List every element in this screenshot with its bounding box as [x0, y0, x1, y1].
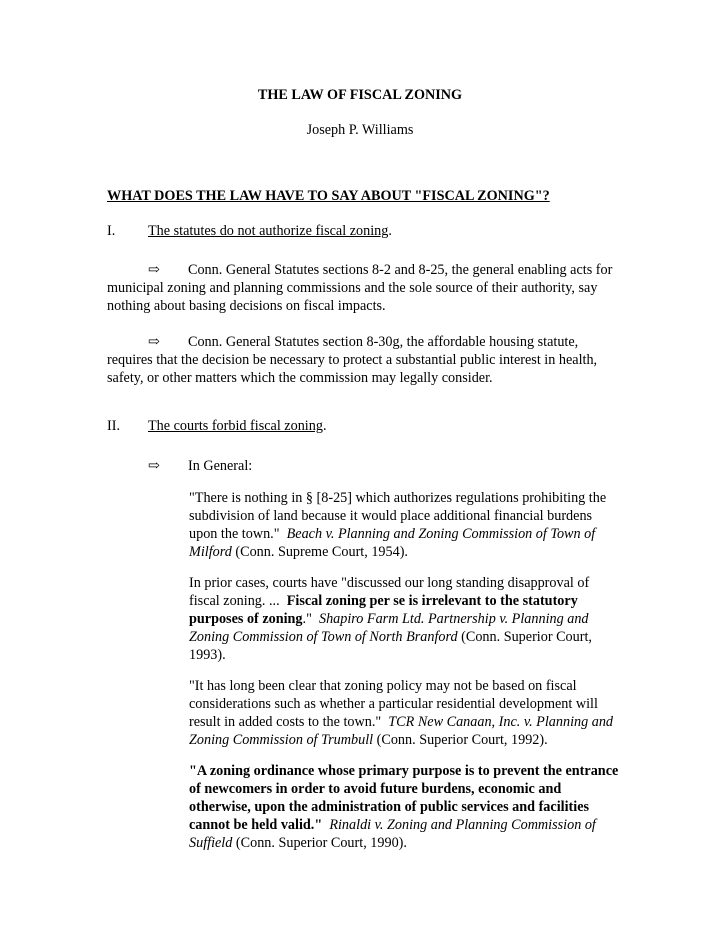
quote-beach: [189, 489, 619, 561]
section-1-title-period: .: [388, 223, 392, 239]
section-2-title: The courts forbid fiscal zoning: [148, 418, 323, 434]
section-2-title-period: .: [322, 418, 327, 434]
quote-text: "There is nothing in § [8-25] which authorizes regulations prohibiting the subdivision of land because it would place additional financial burdens upon the town.": [189, 490, 607, 542]
arrow-right-icon: ⇨: [148, 334, 160, 350]
quote-end: .": [302, 611, 312, 627]
quote-bold-text: "A zoning ordinance whose primary purpose is to prevent the entrance of newcomers in order to avoid future burdens, economic and otherwise, upon the administration of public services and facilities cannot be held valid.": [189, 763, 619, 833]
quote-text: "It has long been clear that zoning policy may not be based on fiscal considerations such as whether a particular residential development will result in added costs to the town.": [189, 678, 598, 730]
court-citation: (Conn. Supreme Court, 1954).: [235, 544, 408, 560]
court-citation: (Conn. Superior Court, 1993).: [189, 629, 592, 663]
case-citation: TCR New Canaan, Inc. v. Planning and Zoning Commission of Trumbull: [189, 714, 614, 748]
section-1-title: The statutes do not authorize fiscal zoning: [148, 223, 389, 239]
arrow-right-icon: ⇨: [148, 262, 160, 278]
court-citation: (Conn. Superior Court, 1990).: [235, 835, 407, 851]
quote-rinaldi: [189, 762, 619, 852]
court-citation: (Conn. Superior Court, 1992).: [376, 732, 548, 748]
section-2-bullet-label: In General:: [188, 458, 253, 474]
section-2-bullet: [148, 457, 252, 475]
case-citation: Shapiro Farm Ltd. Partnership v. Planning and Zoning Commission of Town of North Branford: [189, 611, 589, 645]
quote-text: In prior cases, courts have "discussed our long standing disapproval of fiscal zoning. ...: [189, 575, 590, 609]
quote-tcr: [189, 677, 619, 749]
section-1-bullet-2-text: Conn. General Statutes section 8-30g, the affordable housing statute, requires that the decision be necessary to protect a substantial public interest in health, safety, or other matters which the commission may legally consider.: [107, 334, 598, 386]
section-1-bullet-2: [107, 333, 617, 387]
author-name: Joseph P. Williams: [306, 122, 414, 138]
case-citation: Beach v. Planning and Zoning Commission of Town of Milford: [189, 526, 596, 560]
case-citation: Rinaldi v. Zoning and Planning Commission of Suffield: [189, 817, 596, 851]
quote-shapiro: [189, 574, 619, 664]
section-1-numeral: I.: [107, 223, 116, 239]
section-1-bullet-1-text: Conn. General Statutes sections 8-2 and 8-25, the general enabling acts for municipal zoning and planning commissions and the sole source of their authority, say nothing about basing decisions on fiscal impacts.: [107, 262, 613, 314]
quote-bold-text: Fiscal zoning per se is irrelevant to the statutory purposes of zoning: [189, 593, 578, 627]
section-1-heading: [107, 222, 392, 240]
main-heading: WHAT DOES THE LAW HAVE TO SAY ABOUT "FISCAL ZONING"?: [107, 188, 550, 204]
section-2-heading: [107, 417, 326, 435]
section-2-numeral: II.: [107, 418, 120, 434]
document-title: THE LAW OF FISCAL ZONING: [257, 87, 463, 103]
arrow-right-icon: ⇨: [148, 458, 160, 474]
section-1-bullet-1: [107, 261, 617, 315]
